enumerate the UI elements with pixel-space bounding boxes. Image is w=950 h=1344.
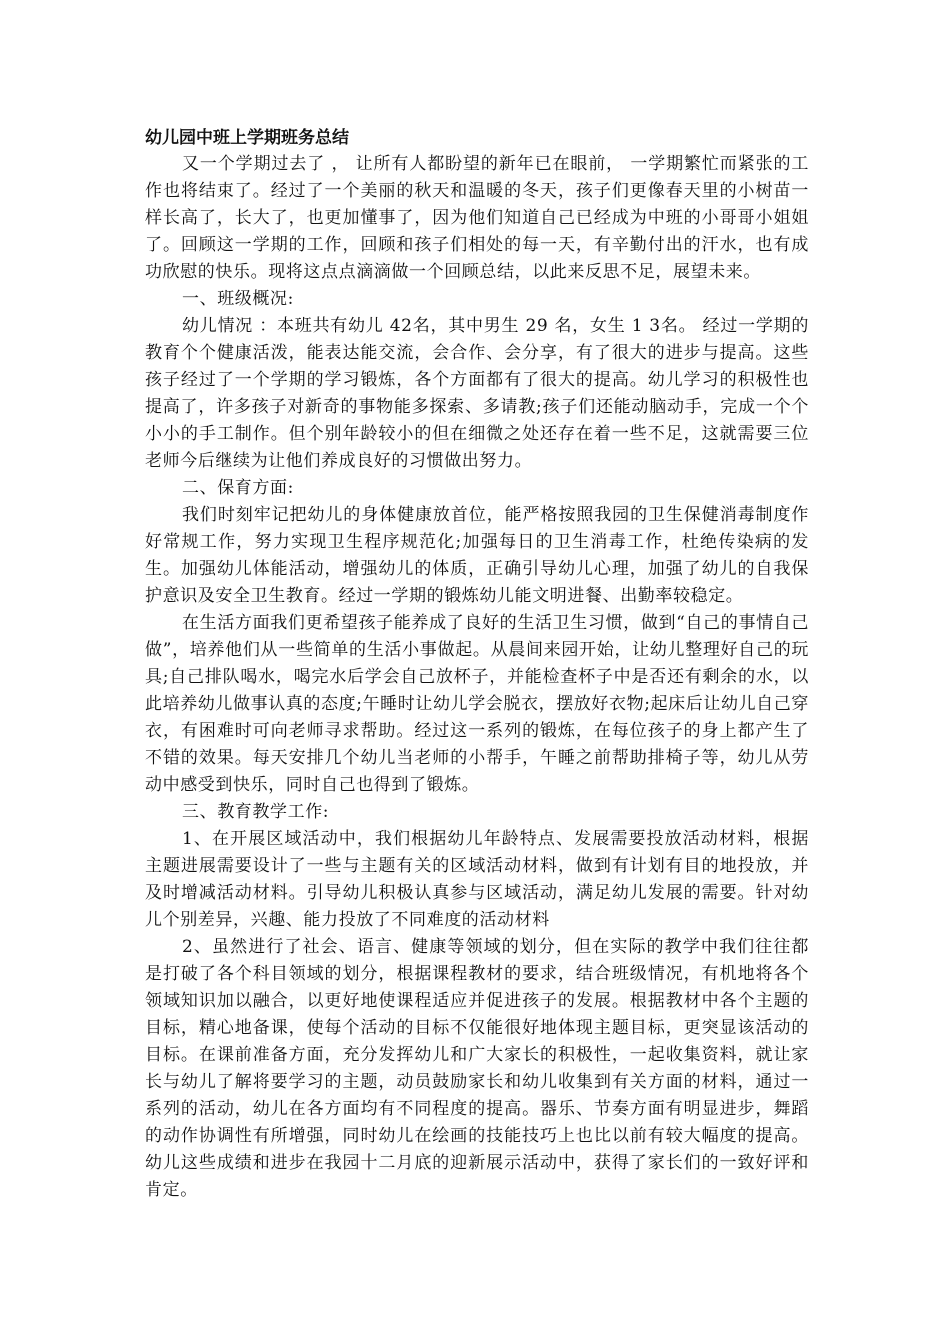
section-heading-care: 二、保育方面:: [182, 478, 294, 498]
care-paragraph: 我们时刻牢记把幼儿的身体健康放首位，能严格按照我园的卫生保健消毒制度作好常规工作，努力实现卫生程序规范化;加强每日的卫生消毒工作，杜绝传染病的发生。加强幼儿体能活动，增强幼儿的体质，正确引导幼儿心理，加强了幼儿的自我保护意识及安全卫生教育。经过一学期的锻炼幼儿能文明进餐、出勤率较稳定。: [145, 505, 809, 606]
daily-life-paragraph: 在生活方面我们更希望孩子能养成了良好的生活卫生习惯，做到“自己的事情自己做”，培养他们从一些简单的生活小事做起。从晨间来园开始，让幼儿整理好自己的玩具;自己排队喝水，喝完水后学会自己放杯子，并能检查杯子中是否还有剩余的水，以此培养幼儿做事认真的态度;午睡时让幼儿学会脱衣，摆放好衣物;起床后让幼儿自己穿衣，有困难时可向老师寻求帮助。经过这一系列的锻炼，在每位孩子的身上都产生了不错的效果。每天安排几个幼儿当老师的小帮手，午睡之前帮助排椅子等，幼儿从劳动中感受到快乐，同时自己也得到了锻炼。: [145, 613, 809, 795]
area-activities-paragraph: 1、在开展区域活动中，我们根据幼儿年龄特点、发展需要投放活动材料，根据主题进展需要设计了一些与主题有关的区域活动材料，做到有计划有目的地投放，并及时增减活动材料。引导幼儿积极认真参与区域活动，满足幼儿发展的需要。针对幼儿个别差异，兴趣、能力投放了不同难度的活动材料: [145, 829, 809, 930]
section-heading-teaching: 三、教育教学工作:: [182, 802, 330, 822]
document-title: 幼儿园中班上学期班务总结: [145, 128, 349, 148]
curriculum-paragraph: 2、虽然进行了社会、语言、健康等领域的划分，但在实际的教学中我们往往都是打破了各个科目领域的划分，根据课程教材的要求，结合班级情况，有机地将各个领域知识加以融合，以更好地使课程适应并促进孩子的发展。根据教材中各个主题的目标，精心地备课，使每个活动的目标不仅能很好地体现主题目标，更突显该活动的目标。在课前准备方面，充分发挥幼儿和广大家长的积极性，一起收集资料，就让家长与幼儿了解将要学习的主题，动员鼓励家长和幼儿收集到有关方面的材料，通过一系列的活动，幼儿在各方面均有不同程度的提高。器乐、节奏方面有明显进步，舞蹈的动作协调性有所增强，同时幼儿在绘画的技能技巧上也比以前有较大幅度的提高。幼儿这些成绩和进步在我园十二月底的迎新展示活动中，获得了家长们的一致好评和肯定。: [145, 937, 809, 1200]
class-overview-paragraph: 幼儿情况 ：本班共有幼儿 42名，其中男生 29 名，女生 1 3名。 经过一学期的教育个个健康活泼，能表达能交流，会合作、会分享，有了很大的进步与提高。这些孩子经过了一个学期的学习锻炼，各个方面都有了很大的提高。幼儿学习的积极性也提高了，许多孩子对新奇的事物能多探索、多请教;孩子们还能动脑动手，完成一个个小小的手工制作。但个别年龄较小的但在细微之处还存在着一些不足，这就需要三位老师今后继续为让他们养成良好的习惯做出努力。: [145, 316, 809, 471]
intro-paragraph: 又一个学期过去了 ， 让所有人都盼望的新年已在眼前， 一学期繁忙而紧张的工作也将结束了。经过了一个美丽的秋天和温暖的冬天，孩子们更像春天里的小树苗一样长高了，长大了，也更加懂事了，因为他们知道自己已经成为中班的小哥哥小姐姐了。回顾这一学期的工作，回顾和孩子们相处的每一天，有辛勤付出的汗水，也有成功欣慰的快乐。现将这点点滴滴做一个回顾总结，以此来反思不足，展望未来。: [145, 154, 809, 282]
section-heading-class-overview: 一、班级概况:: [182, 289, 294, 309]
document-page: [145, 126, 809, 1204]
